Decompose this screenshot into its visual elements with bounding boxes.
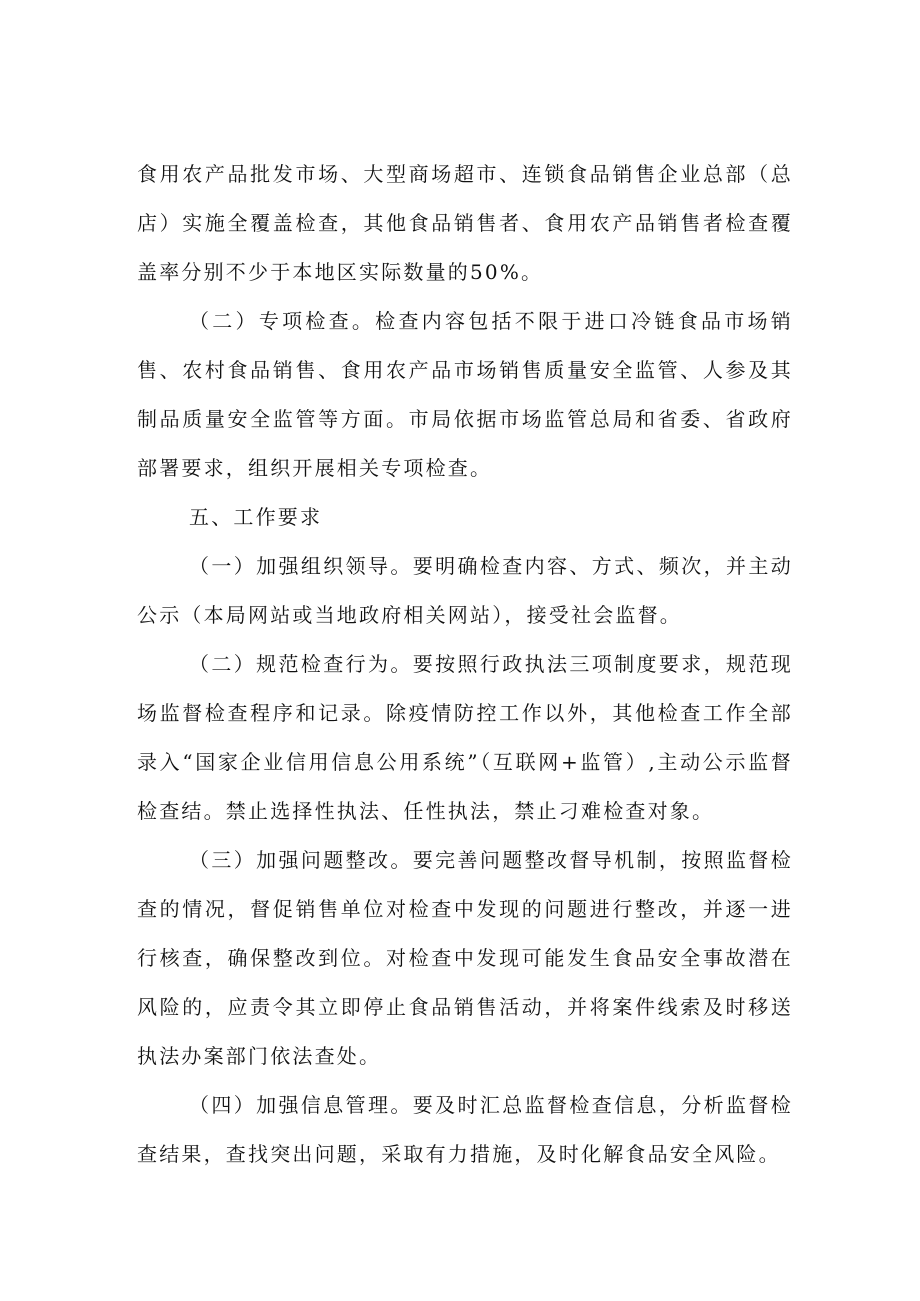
- paragraph-information-management: （四）加强信息管理。要及时汇总监督检查信息，分析监督检查结果，查找突出问题，采取有力措施，及时化解食品安全风险。: [137, 1093, 793, 1166]
- document-body: [137, 150, 793, 1179]
- paragraph-problem-rectification: （三）加强问题整改。要完善问题整改督导机制，按照监督检查的情况，督促销售单位对检查中发现的问题进行整改，并逐一进行核查，确保整改到位。对检查中发现可能发生食品安全事故潜在风险的，应责令其立即停止食品销售活动，并将案件线索及时移送执法办案部门依法查处。: [137, 848, 793, 1068]
- paragraph-organization-leadership: （一）加强组织领导。要明确检查内容、方式、频次，并主动公示（本局网站或当地政府相关网站），接受社会监督。: [137, 554, 793, 627]
- paragraph-standardize-inspection: （二）规范检查行为。要按照行政执法三项制度要求，规范现场监督检查程序和记录。除疫情防控工作以外，其他检查工作全部录入“国家企业信用信息公用系统”（互联网+监管）,主动公示监督检查结。禁止选择性执法、任性执法，禁止刁难检查对象。: [137, 652, 793, 823]
- paragraph-continuation: 食用农产品批发市场、大型商场超市、连锁食品销售企业总部（总店）实施全覆盖检查，其他食品销售者、食用农产品销售者检查覆盖率分别不少于本地区实际数量的50%。: [137, 162, 793, 284]
- section-heading-work-requirements: 五、工作要求: [189, 505, 323, 529]
- paragraph-special-inspection: （二）专项检查。检查内容包括不限于进口冷链食品市场销售、农村食品销售、食用农产品市场销售质量安全监管、人参及其制品质量安全监管等方面。市局依据市场监管总局和省委、省政府部署要求，组织开展相关专项检查。: [137, 309, 793, 480]
